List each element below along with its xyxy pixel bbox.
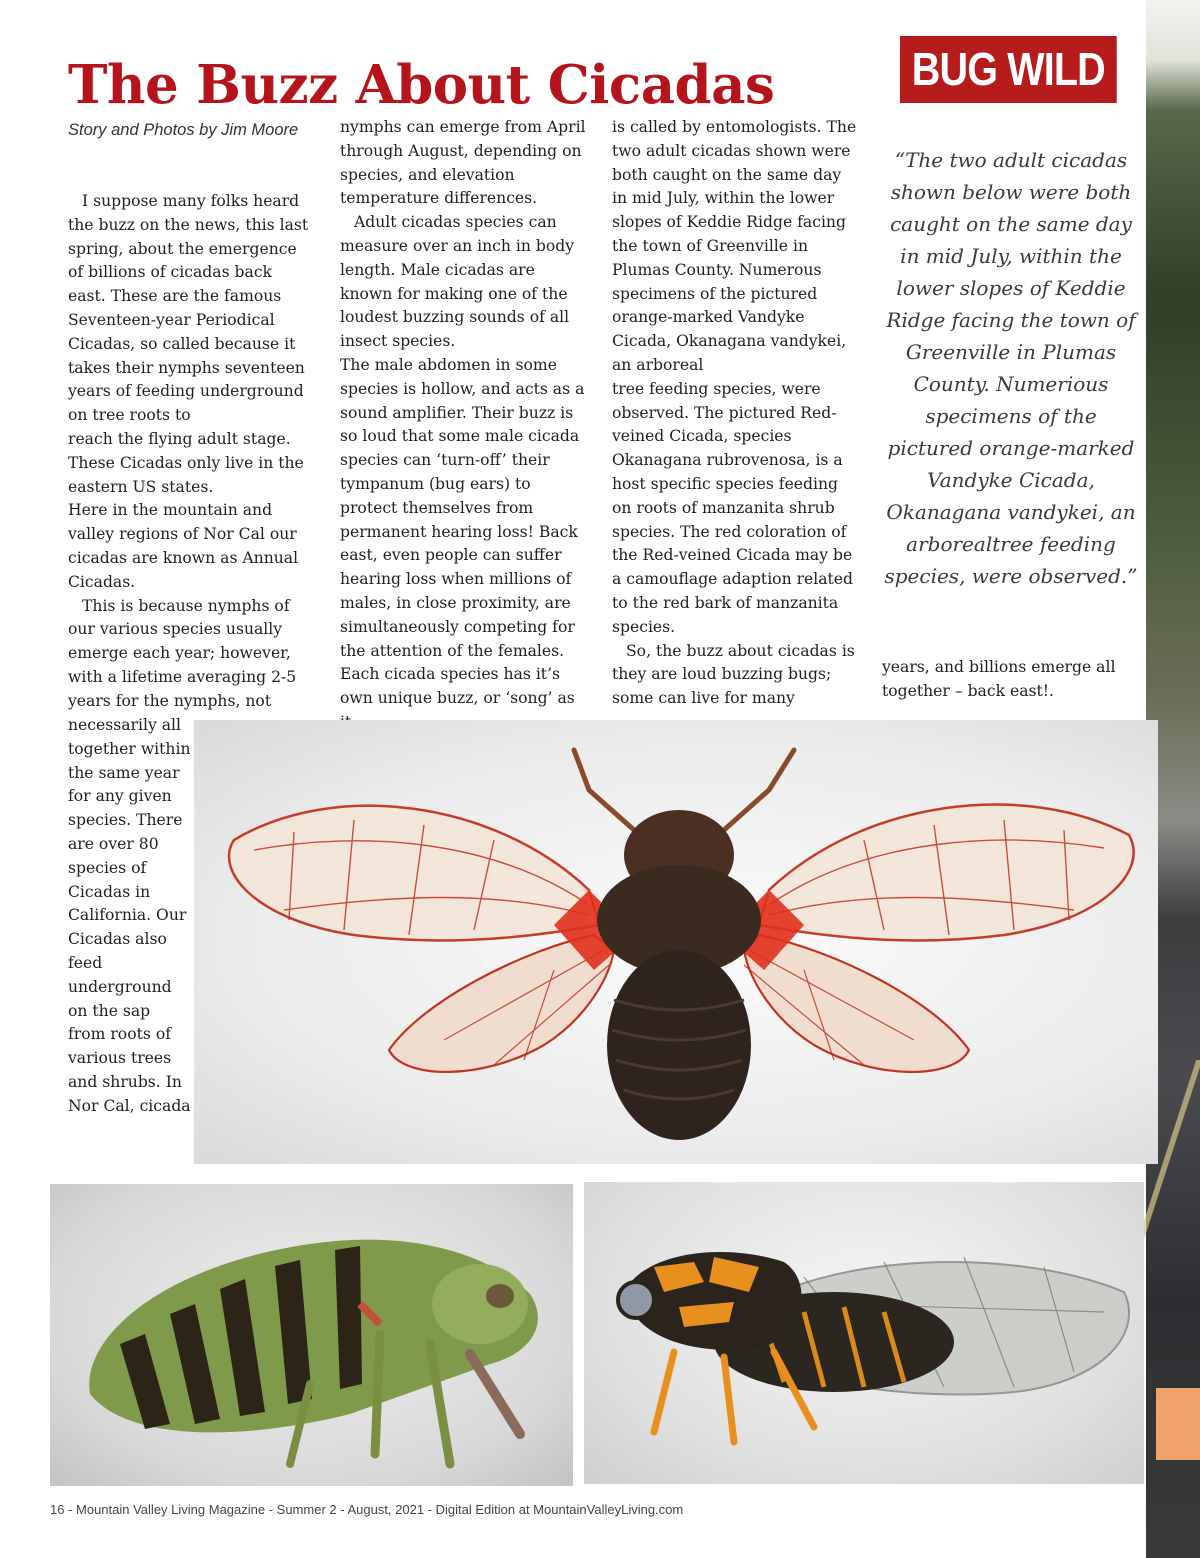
red-veined-cicada-photo xyxy=(194,720,1158,1164)
article-column-1 xyxy=(68,190,310,714)
byline: Story and Photos by Jim Moore xyxy=(68,121,299,139)
paragraph: Here in the mountain and valley regions of Nor Cal our cicadas are known as Annual Cicadas. xyxy=(68,501,299,591)
paragraph: necessarily all together within the same year for any given species. There are over 80 species of Cicadas in California. Our Cicadas also feed underground on the sap from roots of various trees and shrubs. In Nor Cal, cicada xyxy=(68,716,191,1115)
paragraph: Adult cicadas species can measure over an inch in body length. Male cicadas are known for making one of the loudest buzzing sounds of all insect species. xyxy=(340,213,575,351)
paragraph: The male abdomen in some species is hollow, and acts as a sound amplifier. Their buzz is so loud that some male cicada species can ‘turn-off’ their tympanum (bug ears) to protect themselves from permanent hearing loss! Back east, even people can suffer hearing loss when millions of males, in close proximity, are simultaneously competing for the attention of the females. Each cicada species has it’s own unique buzz, or ‘song’ as xyxy=(340,355,585,708)
paragraph: nymphs can emerge from April through August, depending on species, and elevation temperature differences. xyxy=(340,118,586,208)
article-title: The Buzz About Cicadas xyxy=(68,54,775,116)
paragraph: years, and billions emerge all together – back east!. xyxy=(882,658,1116,700)
vandyke-cicada-illustration xyxy=(584,1182,1144,1484)
paragraph: I suppose many folks heard the buzz on the news, this last spring, about the emergence of billions of cicadas back east. These are the famous Seventeen-year Periodical Cicadas, so called because it takes their nymphs seventeen years of feeding underground on tree roots to xyxy=(68,192,309,425)
article-column-2 xyxy=(340,116,590,735)
paragraph: is called by entomologists. The two adult cicadas shown were both caught on the same day in mid July, within the lower slopes of Keddie Ridge facing the town of Greenville in Plumas County. Numerous specimens of the pictured orange-marked Vandyke Cicada, Okanagana vandykei, an arboreal xyxy=(612,118,857,374)
article-column-4 xyxy=(882,656,1142,704)
cicada-nymph-photo xyxy=(50,1184,573,1486)
pull-quote: “The two adult cicadas shown below were both caught on the same day in mid July, within the lower slopes of Keddie Ridge facing the town of Greenville in Plumas County. Numerious specimens of the pictured orange-marked Vandyke Cicada, Okanagana vandykei, an arborealtree feeding species, were observed.” xyxy=(884,148,1138,588)
page-footer: 16 - Mountain Valley Living Magazine - Summer 2 - August, 2021 - Digital Edition at MountainValleyLiving.com xyxy=(50,1502,684,1517)
section-badge: BUG WILD xyxy=(900,36,1117,103)
nymph-illustration xyxy=(50,1184,573,1486)
paragraph: reach the flying adult stage. These Cicadas only live in the eastern US states. xyxy=(68,429,304,496)
cicada-illustration xyxy=(194,720,1158,1164)
article-column-1-narrow xyxy=(68,714,192,1119)
paragraph: This is because nymphs of our various species usually emerge each year; however, with a lifetime averaging 2-5 years for the nymphs, not xyxy=(68,596,297,710)
vandyke-cicada-photo xyxy=(584,1182,1144,1484)
paragraph: So, the buzz about cicadas is they are loud buzzing bugs; some can live for many xyxy=(612,641,855,708)
page-edge-tab xyxy=(1156,1388,1200,1460)
paragraph: tree feeding species, were observed. The pictured Red-veined Cicada, species Okanagana rubrovenosa, is a host specific species feeding on roots of manzanita shrub species. The red coloration of the Red-veined Cicada may be a camouflage adaption related to the red bark of manzanita species. xyxy=(612,379,854,636)
article-column-3 xyxy=(612,116,857,711)
